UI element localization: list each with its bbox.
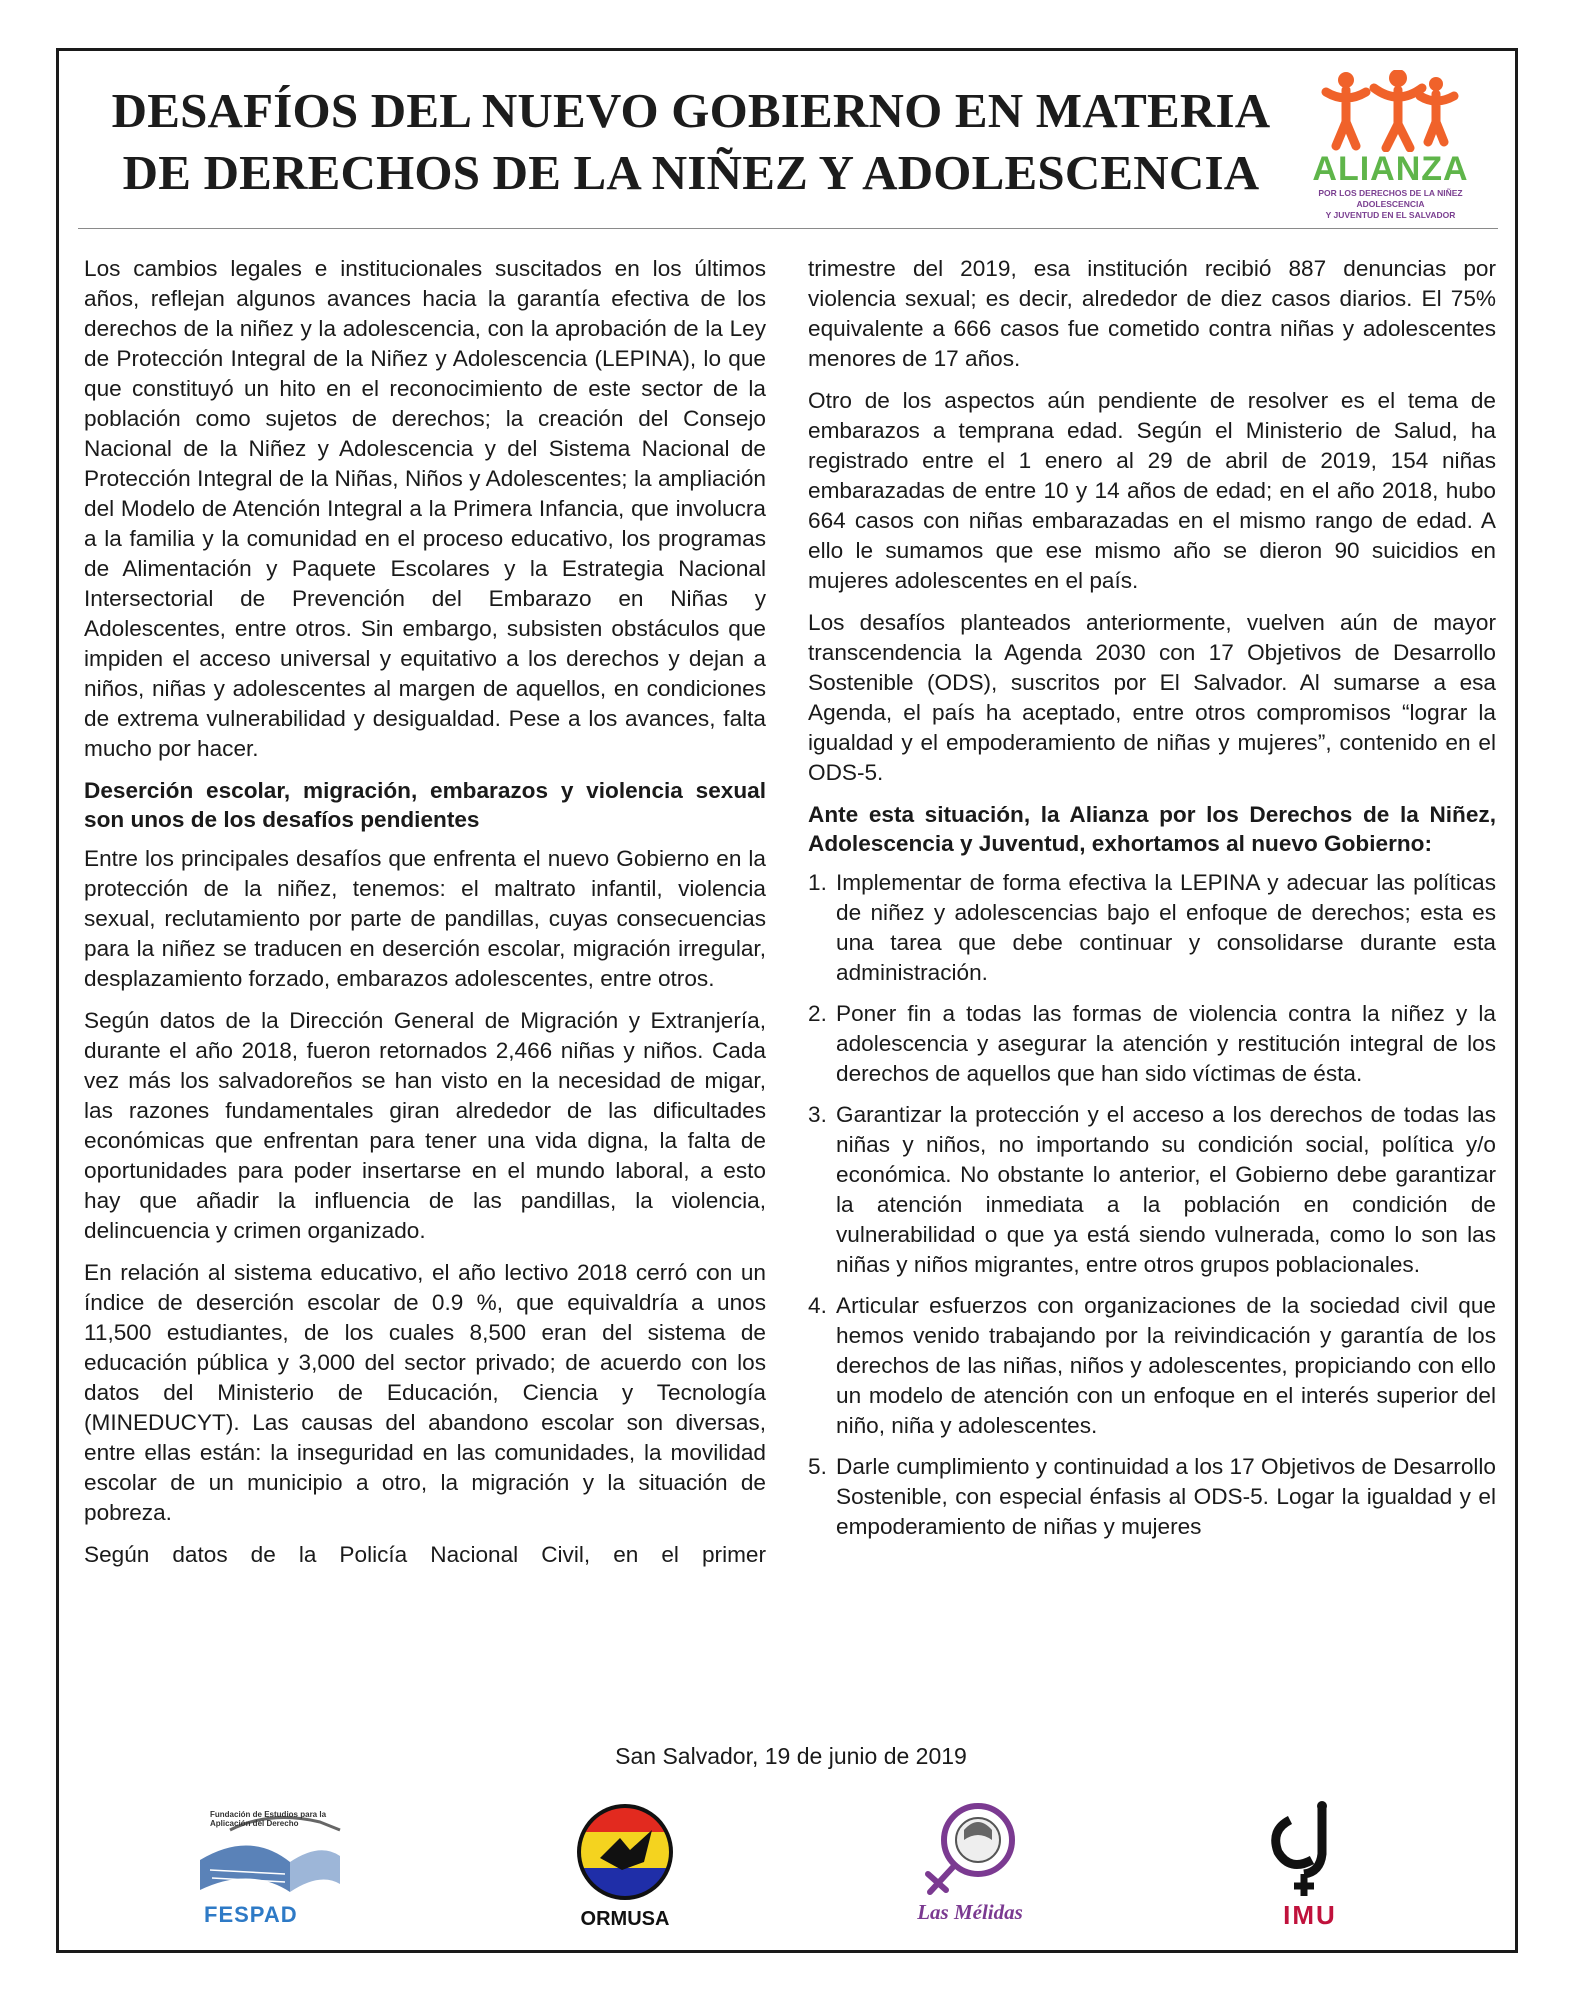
- alianza-figures-icon: [1298, 70, 1483, 152]
- melidas-wordmark: Las Mélidas: [917, 1900, 1023, 1924]
- paragraph: Entre los principales desafíos que enfrenta el nuevo Gobierno en la protección de la niñez, tenemos: el maltrato infantil, violencia sexual, reclutamiento por parte de pandillas, cuyas consecuencias para la niñez se traducen en deserción escolar, migración irregular, desplazamiento forzado, embarazos adolescentes, entre otros.: [84, 846, 766, 991]
- fespad-logo: [190, 1800, 370, 1930]
- fespad-wordmark: FESPAD: [204, 1902, 298, 1927]
- left-column: [84, 254, 766, 1582]
- imu-wordmark: IMU: [1283, 1900, 1337, 1930]
- list-item: 4. Articular esfuerzos con organizaciones de la sociedad civil que hemos venido trabajando por la reivindicación y garantía de los derechos de las niñas, niños y adolescentes, propiciando con ello un modelo de atención con un enfoque en el interés superior del niño, niña y adolescentes.: [808, 1293, 1496, 1438]
- title-line-2: DE DERECHOS DE LA NIÑEZ Y ADOLESCENCIA: [122, 145, 1260, 200]
- place-date: San Salvador, 19 de junio de 2019: [615, 1743, 967, 1769]
- paragraph: trimestre del 2019, esa institución recibió 887 denuncias por violencia sexual; es decir, alrededor de diez casos diarios. El 75% equivalente a 666 casos fue cometido contra niñas y adolescentes menores de 17 años.: [808, 256, 1496, 371]
- alianza-logo: [1298, 70, 1483, 220]
- list-item: 3. Garantizar la protección y el acceso a los derechos de todas las niñas y niños, no importando su condición social, política y/o económica. No obstante lo anterior, el Gobierno debe garantizar la atención inmediata a la población en condición de vulnerabilidad o que ya está siendo vulnerada, como lo son las niñas y niños migrantes, entre otros grupos poblacionales.: [808, 1102, 1496, 1277]
- title-line-1: DESAFÍOS DEL NUEVO GOBIERNO EN MATERIA: [111, 83, 1271, 138]
- list-item: 5. Darle cumplimiento y continuidad a los 17 Objetivos de Desarrollo Sostenible, con especial énfasis al ODS-5. Logar la igualdad y el empoderamiento de niñas y mujeres: [808, 1454, 1496, 1539]
- ormusa-wordmark: ORMUSA: [580, 1908, 670, 1930]
- page-title: [76, 80, 1306, 204]
- imu-logo: [1260, 1800, 1360, 1930]
- venus-portrait-icon: [900, 1800, 1040, 1900]
- melidas-logo: [900, 1800, 1040, 1930]
- paragraph: Los desafíos planteados anteriormente, vuelven aún de mayor transcendencia la Agenda 2030 con 17 Objetivos de Desarrollo Sostenible (ODS), suscritos por El Salvador. Al sumarse a esa Agenda, el país ha aceptado, entre otros compromisos “lograr la igualdad y el empoderamiento de niñas y mujeres”, contenido en el ODS-5.: [808, 610, 1496, 785]
- paragraph: Según datos de la Dirección General de Migración y Extranjería, durante el año 2018, fueron retornados 2,466 niñas y niños. Cada vez más los salvadoreños se han visto en la necesidad de migar, las razones fundamentales giran alrededor de las dificultades económicas que enfrentan para tener una vida digna, la falta de oportunidades para poder insertarse en el mundo laboral, a esto hay que añadir la influencia de las pandillas, la violencia, delincuencia y crimen organizado.: [84, 1008, 766, 1243]
- demands-list: [808, 868, 1496, 1542]
- list-item: 1. Implementar de forma efectiva la LEPINA y adecuar las políticas de niñez y adolescencias bajo el enfoque de derechos; esta es una tarea que debe continuar y consolidarse durante esta administración.: [808, 870, 1496, 985]
- paragraph: Los cambios legales e institucionales suscitados en los últimos años, reflejan algunos avances hacia la garantía efectiva de los derechos de la niñez y la adolescencia, con la aprobación de la Ley de Protección Integral de la Niñez y Adolescencia (LEPINA), lo que que constituyó un hito en el reconocimiento de este sector de la población como sujetos de derechos; la creación del Consejo Nacional de la Niñez y Adolescencia y del Sistema Nacional de Protección Integral de la Niñas, Niños y Adolescentes; la ampliación del Modelo de Atención Integral a la Primera Infancia, que involucra a la familia y la comunidad en el proceso educativo, los programas de Alimentación y Paquete Escolares y la Estrategia Nacional Intersectorial de Prevención del Embarazo en Niñas y Adolescentes, entre otros. Sin embargo, subsisten obstáculos que impiden el acceso universal y equitativo a los derechos y dejan a niños, niñas y adolescentes al margen de aquellos, en condiciones de extrema vulnerabilidad y desigualdad. Pese a los avances, falta mucho por hacer.: [84, 256, 766, 761]
- section-heading: Deserción escolar, migración, embarazos y violencia sexual son unos de los desafíos pendientes: [84, 778, 766, 832]
- alianza-subtitle: POR LOS DERECHOS DE LA NIÑEZ ADOLESCENCIA Y JUVENTUD EN EL SALVADOR: [1318, 188, 1463, 220]
- alianza-wordmark: ALIANZA: [1312, 150, 1469, 188]
- imu-symbol-icon: [1260, 1800, 1360, 1900]
- fespad-tagline: Fundación de Estudios para la Aplicación del Derecho: [210, 1810, 327, 1828]
- right-column: [808, 254, 1496, 1553]
- paragraph: Otro de los aspectos aún pendiente de resolver es el tema de embarazos a temprana edad. Según el Ministerio de Salud, ha registrado entre el 1 enero al 29 de abril de 2019, 154 niñas embarazadas de entre 10 y 14 años de edad; en el año 2018, hubo 664 casos con niñas embarazadas en el mismo rango de edad. A ello le sumamos que ese mismo año se dieron 90 suicidios en mujeres adolescentes en el país.: [808, 388, 1496, 593]
- list-item: 2. Poner fin a todas las formas de violencia contra la niñez y la adolescencia y asegurar la atención y restitución integral de los derechos de aquellos que han sido víctimas de ésta.: [808, 1001, 1496, 1086]
- paragraph: Según datos de la Policía Nacional Civil, en el primer: [84, 1542, 766, 1567]
- paragraph: En relación al sistema educativo, el año lectivo 2018 cerró con un índice de deserción escolar de 0.9 %, que equivaldría a unos 11,500 estudiantes, de los cuales 8,500 eran del sistema de educación pública y 3,000 del sector privado; de acuerdo con los datos del Ministerio de Educación, Ciencia y Tecnología (MINEDUCYT). Las causas del abandono escolar son diversas, entre ellas están: la inseguridad en las comunidades, la movilidad escolar de un municipio a otro, la migración y la situación de pobreza.: [84, 1260, 766, 1525]
- ormusa-circle-icon: [560, 1800, 690, 1904]
- ormusa-logo: [560, 1800, 690, 1930]
- section-heading: Ante esta situación, la Alianza por los Derechos de la Niñez, Adolescencia y Juventud, exhortamos al nuevo Gobierno:: [808, 802, 1496, 856]
- title-divider: [78, 228, 1498, 229]
